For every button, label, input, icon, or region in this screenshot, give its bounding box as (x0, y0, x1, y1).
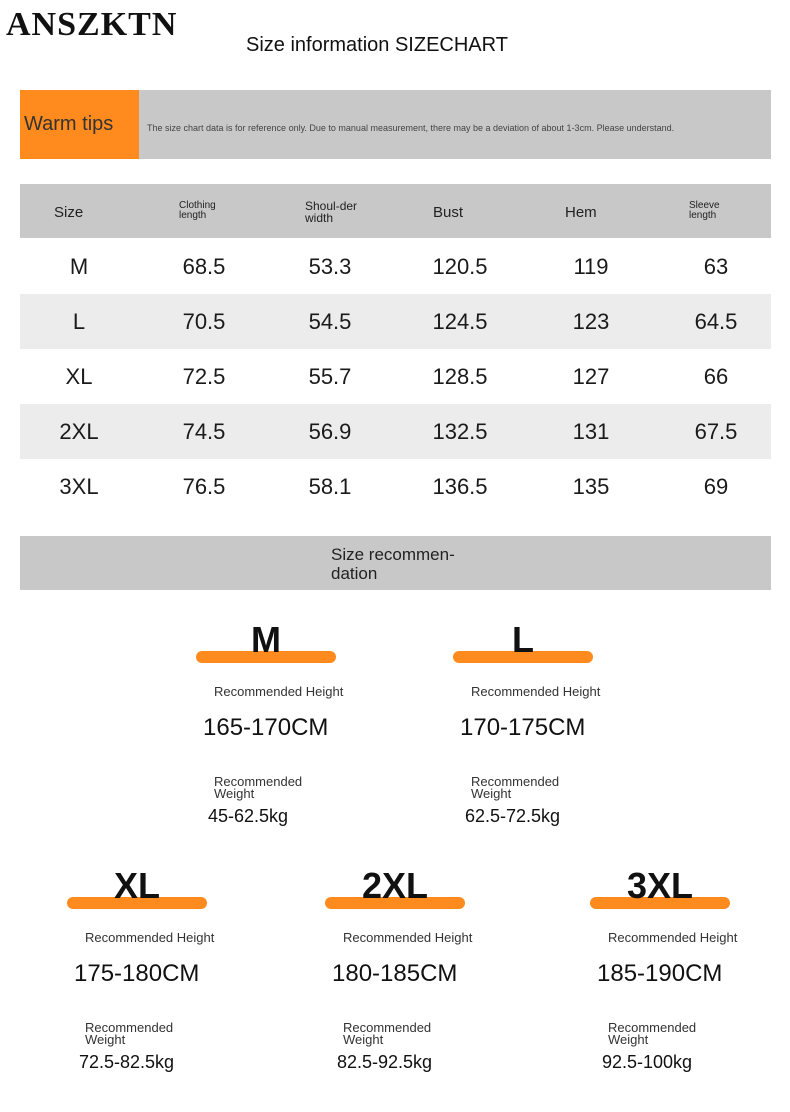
table-row (20, 404, 771, 459)
header-shoulder-width: Shoul-der width (305, 199, 358, 225)
card-size-label: XL (113, 865, 160, 906)
table-cell: 136.5 (432, 474, 488, 499)
weight-label: Recommended Weight (471, 774, 560, 801)
size-recommendation-title: Size recommen-dation (331, 545, 455, 583)
table-cell: 123 (572, 309, 610, 334)
table-cell: 132.5 (432, 419, 488, 444)
weight-value: 72.5-82.5kg (79, 1052, 175, 1072)
table-row (20, 459, 771, 514)
brand-logo: ANSZKTN (6, 6, 178, 43)
warm-tips-label: Warm tips (20, 90, 139, 159)
table-cell: 74.5 (182, 419, 226, 444)
height-label: Recommended Height (471, 684, 601, 699)
table-cell: M (69, 254, 89, 279)
table-cell: 55.7 (308, 364, 352, 389)
table-cell: 120.5 (432, 254, 488, 279)
table-cell: 135 (572, 474, 610, 499)
weight-label: Recommended Weight (214, 774, 303, 801)
table-cell: 131 (572, 419, 610, 444)
warm-tips-banner (20, 90, 771, 159)
size-recommendation-banner (20, 536, 771, 590)
table-cell: 124.5 (432, 309, 488, 334)
table-cell: 3XL (59, 474, 99, 499)
weight-value: 82.5-92.5kg (337, 1052, 433, 1072)
table-cell: 72.5 (182, 364, 226, 389)
card-size-label: 2XL (361, 865, 429, 906)
table-cell: 68.5 (182, 254, 226, 279)
table-cell: L (72, 309, 86, 334)
header-bust: Bust (433, 204, 464, 221)
height-value: 175-180CM (74, 960, 200, 987)
table-cell: 58.1 (308, 474, 352, 499)
weight-value: 92.5-100kg (602, 1052, 693, 1072)
weight-value: 45-62.5kg (208, 806, 289, 826)
table-cell: 64.5 (694, 309, 738, 334)
height-label: Recommended Height (343, 930, 473, 945)
height-label: Recommended Height (214, 684, 344, 699)
card-size-label: 3XL (626, 865, 694, 906)
table-cell: XL (65, 364, 93, 389)
page-title: Size information SIZECHART (246, 34, 508, 56)
table-cell: 53.3 (308, 254, 352, 279)
card-size-label: L (512, 619, 534, 660)
weight-value: 62.5-72.5kg (465, 806, 561, 826)
height-value: 180-185CM (332, 960, 458, 987)
table-cell: 128.5 (432, 364, 488, 389)
weight-label: Recommended Weight (85, 1020, 174, 1047)
height-label: Recommended Height (85, 930, 215, 945)
size-card (275, 865, 515, 1072)
table-cell: 54.5 (308, 309, 352, 334)
size-table-header (20, 184, 771, 238)
header-hem: Hem (565, 204, 597, 221)
table-cell: 2XL (59, 419, 99, 444)
size-card (540, 865, 780, 1072)
table-cell: 70.5 (182, 309, 226, 334)
warm-tips-text: The size chart data is for reference only. Due to manual measurement, there may be a deviation of about 1-3cm. Please understand. (147, 123, 675, 133)
table-cell: 119 (573, 254, 609, 279)
weight-label: Recommended Weight (608, 1020, 697, 1047)
table-cell: 67.5 (694, 419, 738, 444)
size-card (17, 865, 257, 1072)
header-clothing-length: Clothing length (179, 200, 216, 221)
height-label: Recommended Height (608, 930, 738, 945)
table-row (20, 294, 771, 349)
size-card (146, 619, 386, 826)
table-cell: 76.5 (182, 474, 226, 499)
height-value: 165-170CM (203, 714, 329, 741)
card-size-label: M (251, 619, 281, 660)
height-value: 185-190CM (597, 960, 723, 987)
size-card (403, 619, 643, 826)
header-size: Size (54, 204, 84, 221)
table-cell: 66 (703, 364, 729, 389)
table-cell: 127 (572, 364, 610, 389)
weight-label: Recommended Weight (343, 1020, 432, 1047)
table-row (20, 239, 771, 294)
table-row (20, 349, 771, 404)
table-cell: 56.9 (308, 419, 352, 444)
height-value: 170-175CM (460, 714, 586, 741)
header-sleeve-length: Sleeve length (689, 200, 720, 221)
table-cell: 63 (703, 254, 729, 279)
table-cell: 69 (703, 474, 729, 499)
